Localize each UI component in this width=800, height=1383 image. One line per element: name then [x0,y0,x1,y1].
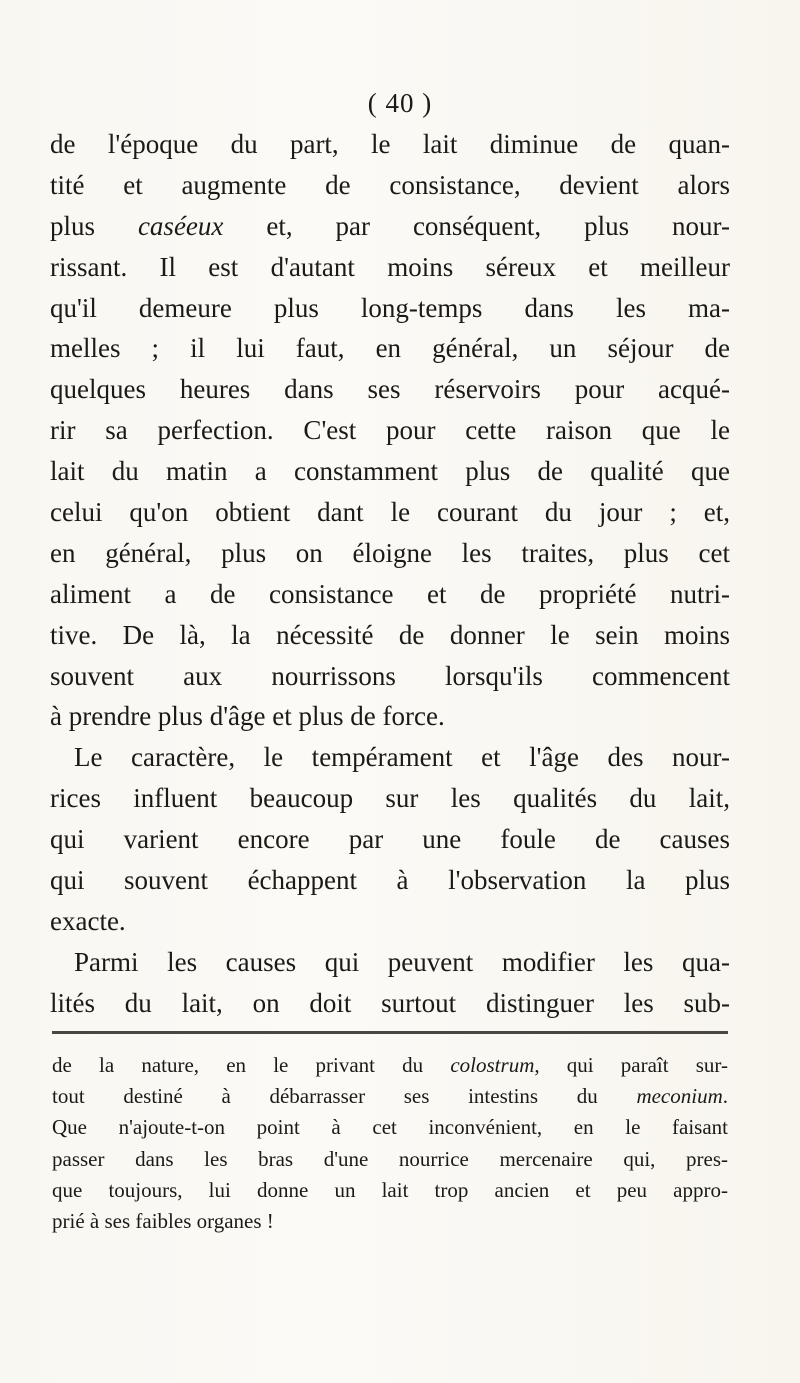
text-line: quelques heures dans ses réservoirs pour acqué- [50,374,730,405]
footnote-line: tout destiné à débarrasser ses intestins du meconium. [52,1084,728,1109]
italic-term: caséeux [137,210,224,241]
footnote [52,1050,728,1237]
text-line: aliment a de consistance et de propriété nutri- [50,578,730,609]
text-line: rir sa perfection. C'est pour cette raison que le [50,415,730,446]
footnote-line: prié à ses faibles organes ! [52,1208,274,1233]
text-line: melles ; il lui faut, en général, un séjour de [50,333,730,364]
text-line: à prendre plus d'âge et plus de force. [50,701,445,732]
text-line: tité et augmente de consistance, devient alors [50,169,730,200]
text-line: plus caséeux et, par conséquent, plus nour- [50,210,730,241]
text-line: rices influent beaucoup sur les qualités du lait, [50,783,730,814]
text-line: en général, plus on éloigne les traites, plus cet [50,537,730,568]
text-line: de l'époque du part, le lait diminue de quan- [50,129,730,159]
italic-term: colostrum [450,1053,535,1077]
text-line: Parmi les causes qui peuvent modifier les qua- [74,946,730,977]
footnote-divider [52,1031,728,1034]
footnote-line: Que n'ajoute-t-on point à cet inconvénient, en le faisant [52,1115,728,1140]
footnote-line: que toujours, lui donne un lait trop ancien et peu appro- [52,1177,728,1202]
text-line: qu'il demeure plus long-temps dans les ma- [50,292,730,323]
text-line: rissant. Il est d'autant moins séreux et meilleur [50,251,730,282]
text-line: lait du matin a constamment plus de qualité que [50,456,730,487]
text-line: souvent aux nourrissons lorsqu'ils commencent [50,660,730,691]
text-line: celui qu'on obtient dant le courant du jour ; et, [50,497,730,528]
footnote-line: de la nature, en le privant du colostrum, qui paraît sur- [52,1053,728,1077]
text-line: lités du lait, on doit surtout distinguer les sub- [50,987,730,1018]
text-line: Le caractère, le tempérament et l'âge des nour- [74,742,730,773]
main-text [50,124,730,1024]
page-number: ( 40 ) [367,88,433,118]
text-line: exacte. [50,905,126,936]
footnote-line: passer dans les bras d'une nourrice mercenaire qui, pres- [52,1146,728,1171]
text-line: tive. De là, la nécessité de donner le sein moins [50,619,730,650]
italic-term: meconium [636,1084,723,1109]
text-line: qui varient encore par une foule de causes [50,824,730,855]
text-line: qui souvent échappent à l'observation la plus [50,865,730,896]
